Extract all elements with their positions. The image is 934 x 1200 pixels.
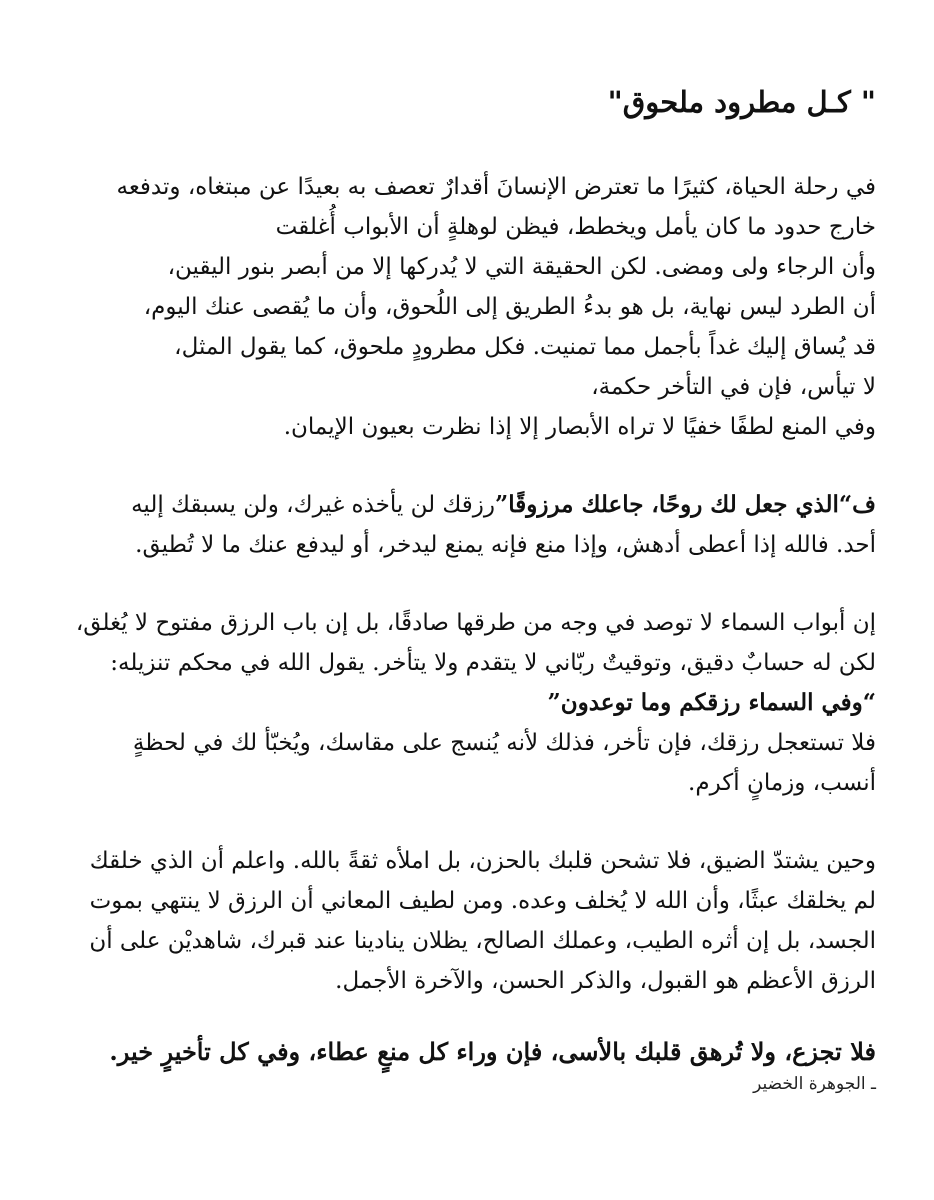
bold-quote: ف“الذي جعل لك روحًا، جاعلك مرزوقًا” — [495, 491, 876, 518]
paragraph-line: في رحلة الحياة، كثيرًا ما تعترض الإنسانَ أقدارٌ تعصف به بعيدًا عن مبتغاه، وتدفعه — [116, 174, 876, 200]
document-page — [64, 70, 876, 1097]
paragraph-line: إن أبواب السماء لا توصد في وجه من طرقها صادقًا، بل إن باب الرزق مفتوح لا يُغلق، — [75, 610, 876, 636]
paragraph-line: وأن الرجاء ولى ومضى. لكن الحقيقة التي لا يُدركها إلا من أبصر بنور اليقين، — [167, 254, 876, 280]
closing-statement: فلا تجزع، ولا تُرهق قلبك بالأسى، فإن وراء كل منعٍ عطاء، وفي كل تأخيرٍ خير. — [109, 1037, 876, 1066]
paragraph-line: أحد. فالله إذا أعطى أدهش، وإذا منع فإنه يمنع ليدخر، أو ليدفع عنك ما لا تُطيق. — [135, 532, 876, 558]
paragraph-line: الرزق الأعظم هو القبول، والذكر الحسن، والآخرة الأجمل. — [335, 968, 876, 994]
paragraph-line: فلا تستعجل رزقك، فإن تأخر، فذلك لأنه يُنسج على مقاسك، ويُخبّأ لك في لحظةٍ — [132, 730, 876, 756]
paragraph-text: رزقك لن يأخذه غيرك، ولن يسبقك إليه — [131, 492, 496, 518]
paragraph-line: أنسب، وزمانٍ أكرم. — [688, 770, 876, 796]
paragraph-line: قد يُساق إليك غداً بأجمل مما تمنيت. فكل مطرودٍ ملحوق، كما يقول المثل، — [174, 334, 876, 360]
paragraph-line: وفي المنع لطفًا خفيًا لا تراه الأبصار إلا إذا نظرت بعيون الإيمان. — [283, 414, 876, 440]
paragraph-heaven-doors — [64, 603, 876, 803]
paragraph-line: خارج حدود ما كان يأمل ويخطط، فيظن لوهلةٍ أن الأبواب أُغلقت — [275, 214, 876, 240]
paragraph-line: الجسد، بل إن أثره الطيب، وعملك الصالح، يظلان ينادينا عند قبرك، شاهديْن على أن — [89, 928, 876, 954]
paragraph-line: لكن له حسابٌ دقيق، وتوقيتٌ ربّاني لا يتقدم ولا يتأخر. يقول الله في محكم تنزيله: — [110, 650, 876, 676]
author-signature: ـ الجوهرة الخضير — [753, 1074, 876, 1094]
paragraph-line: لم يخلقك عبثًا، وأن الله لا يُخلف وعده. ومن لطيف المعاني أن الرزق لا ينتهي بموت — [89, 888, 876, 914]
paragraph-hardship — [64, 841, 876, 1001]
paragraph-line: أن الطرد ليس نهاية، بل هو بدءُ الطريق إلى اللُحوق، وأن ما يُقصى عنك اليوم، — [143, 294, 876, 320]
paragraph-intro — [64, 167, 876, 447]
paragraph-line: وحين يشتدّ الضيق، فلا تشحن قلبك بالحزن، بل املأه ثقةً بالله. واعلم أن الذي خلقك — [89, 848, 876, 874]
paragraph-rizq — [64, 485, 876, 565]
document-title: " كـل مطرود ملحوق" — [607, 85, 876, 119]
paragraph-line — [64, 485, 876, 525]
verse-quote: “وفي السماء رزقكم وما توعدون” — [547, 689, 876, 716]
paragraph-line: لا تيأس، فإن في التأخر حكمة، — [591, 374, 876, 400]
